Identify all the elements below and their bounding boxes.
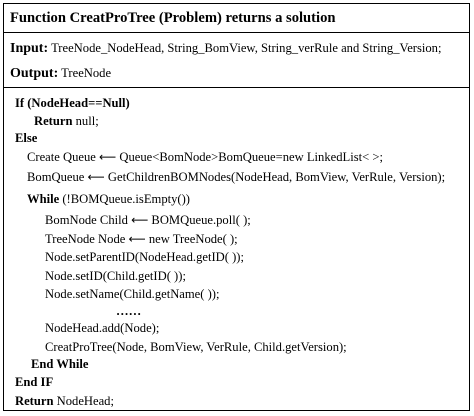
code-node-a: TreeNode Node bbox=[45, 232, 126, 246]
code-if-line bbox=[15, 95, 130, 111]
code-while-keyword: While bbox=[27, 192, 60, 206]
code-create-queue-b: Queue<BomNode>BomQueue=new LinkedList< >; bbox=[116, 150, 383, 164]
code-node-line bbox=[45, 231, 238, 247]
code-ellipsis: …… bbox=[116, 304, 142, 318]
output-label: Output: bbox=[10, 66, 59, 81]
code-child-a: BomNode Child bbox=[45, 213, 128, 227]
code-create-queue-line bbox=[27, 149, 383, 165]
code-set-id: Node.setID(Child.getID( )); bbox=[45, 269, 186, 283]
code-else: Else bbox=[15, 131, 38, 145]
algorithm-box bbox=[3, 3, 470, 411]
assign-arrow-icon: ⟵ bbox=[128, 232, 146, 246]
output-text: TreeNode bbox=[61, 66, 112, 80]
code-return-null: null; bbox=[72, 114, 99, 128]
code-bomqueue-line bbox=[27, 169, 445, 185]
code-final-return-line bbox=[15, 393, 114, 409]
code-while-line bbox=[27, 191, 190, 207]
input-label: Input: bbox=[10, 41, 49, 56]
code-node-b: new TreeNode( ); bbox=[145, 232, 238, 246]
code-end-if: End IF bbox=[15, 375, 54, 389]
assign-arrow-icon: ⟵ bbox=[99, 150, 117, 164]
algorithm-title: Function CreatProTree (Problem) returns a solution bbox=[10, 10, 336, 26]
code-final-return-value: NodeHead; bbox=[53, 394, 114, 408]
code-while-condition: (!BOMQueue.isEmpty()) bbox=[59, 192, 190, 206]
code-if: If (NodeHead==Null) bbox=[15, 96, 130, 110]
input-text: TreeNode_NodeHead, String_BomView, String_verRule and String_Version; bbox=[51, 41, 442, 55]
code-bomqueue-a: BomQueue bbox=[27, 170, 85, 184]
assign-arrow-icon: ⟵ bbox=[131, 213, 149, 227]
assign-arrow-icon: ⟵ bbox=[87, 170, 105, 184]
code-child-line bbox=[45, 212, 251, 228]
code-final-return-keyword: Return bbox=[15, 394, 54, 408]
io-section bbox=[4, 32, 469, 88]
algorithm-header bbox=[4, 4, 469, 33]
code-bomqueue-b: GetChildrenBOMNodes(NodeHead, BomView, VerRule, Version); bbox=[104, 170, 446, 184]
code-end-while: End While bbox=[31, 357, 89, 371]
code-set-parent: Node.setParentID(NodeHead.getID( )); bbox=[45, 250, 244, 264]
code-return-keyword: Return bbox=[34, 114, 73, 128]
input-line bbox=[10, 40, 441, 57]
code-recurse: CreatProTree(Node, BomView, VerRule, Child.getVersion); bbox=[45, 340, 347, 354]
code-else-line bbox=[15, 130, 37, 146]
output-line bbox=[10, 65, 111, 82]
code-create-queue-a: Create Queue bbox=[27, 150, 96, 164]
code-child-b: BOMQueue.poll( ); bbox=[148, 213, 251, 227]
code-add: NodeHead.add(Node); bbox=[45, 321, 160, 335]
code-set-name: Node.setName(Child.getName( )); bbox=[45, 287, 220, 301]
code-return-null-line bbox=[34, 113, 99, 129]
